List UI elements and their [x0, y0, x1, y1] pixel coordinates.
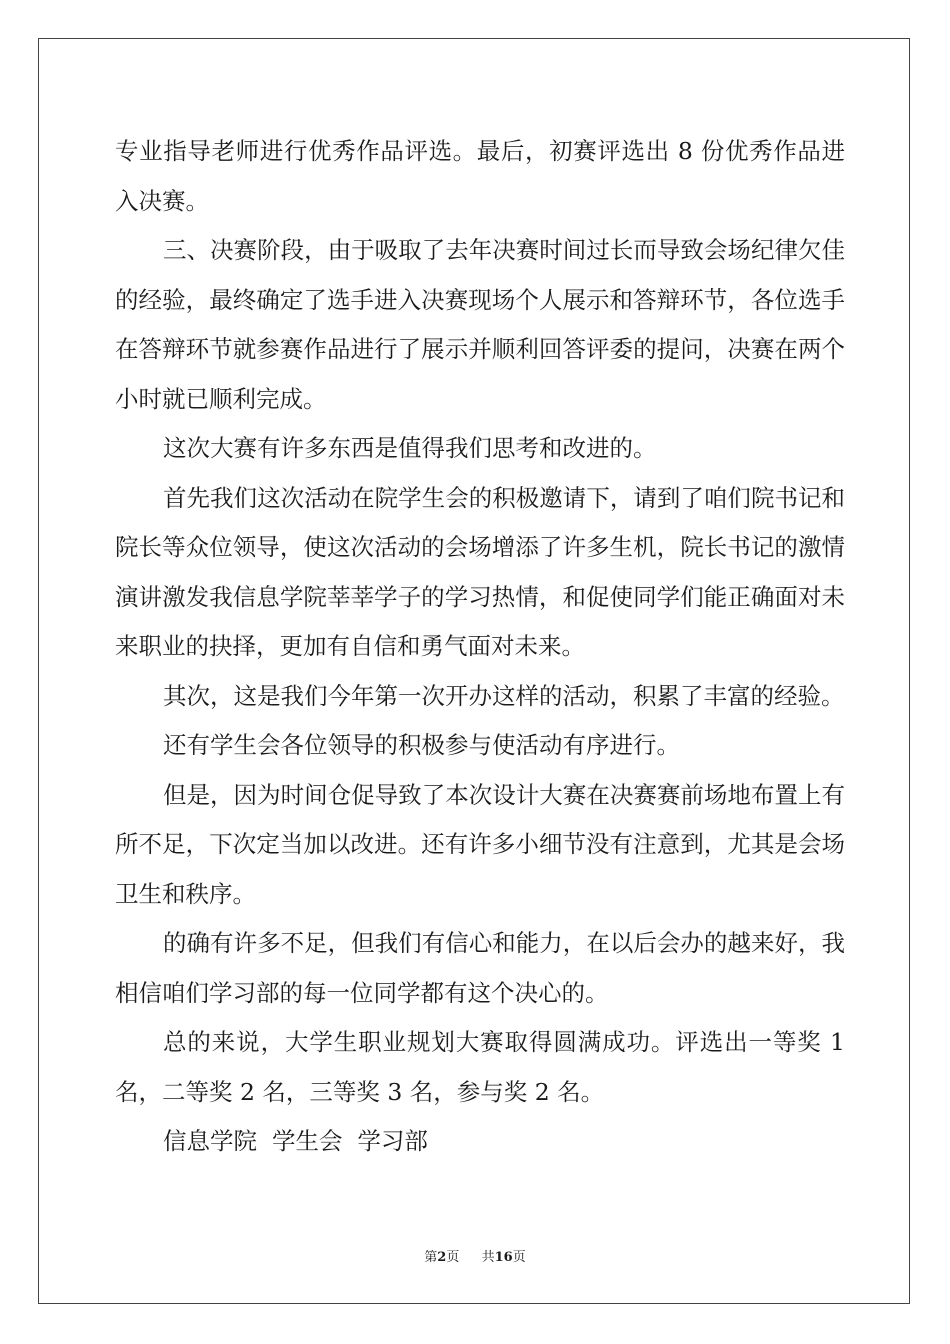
paragraph-7: 但是，因为时间仓促导致了本次设计大赛在决赛赛前场地布置上有所不足，下次定当加以改进。还有许多小细节没有注意到，尤其是会场卫生和秩序。 — [115, 780, 845, 908]
page-footer — [0, 1246, 950, 1265]
paragraph-3: 这次大赛有许多东西是值得我们思考和改进的。 — [163, 434, 657, 462]
document-body — [115, 127, 853, 1167]
paragraph-6: 还有学生会各位领导的积极参与使活动有序进行。 — [163, 731, 680, 759]
page-prefix: 第 — [424, 1250, 438, 1265]
page-suffix: 页 — [446, 1250, 460, 1265]
total-prefix: 共 — [481, 1250, 495, 1265]
total-pages: 16 — [494, 1250, 513, 1265]
total-suffix: 页 — [512, 1250, 526, 1265]
paragraph-1: 专业指导老师进行优秀作品评选。最后，初赛评选出 8 份优秀作品进入决赛。 — [115, 137, 845, 215]
page-number: 2 — [437, 1250, 447, 1265]
paragraph-5: 其次，这是我们今年第一次开办这样的活动，积累了丰富的经验。 — [163, 681, 845, 710]
paragraph-4: 首先我们这次活动在院学生会的积极邀请下，请到了咱们院书记和院长等众位领导，使这次活动的会场增添了许多生机，院长书记的激情演讲激发我信息学院莘莘学子的学习热情，和促使同学们能正确面对未来职业的抉择，更加有自信和勇气面对未来。 — [115, 483, 845, 660]
signature-line: 信息学院 学生会 学习部 — [163, 1127, 428, 1155]
paragraph-2: 三、决赛阶段，由于吸取了去年决赛时间过长而导致会场纪律欠佳的经验，最终确定了选手进入决赛现场个人展示和答辩环节，各位选手在答辩环节就参赛作品进行了展示并顺利回答评委的提问，决赛在两个小时就已顺利完成。 — [115, 236, 845, 413]
paragraph-9: 总的来说，大学生职业规划大赛取得圆满成功。评选出一等奖 1 名，二等奖 2 名，三等奖 3 名，参与奖 2 名。 — [115, 1028, 853, 1106]
paragraph-8: 的确有许多不足，但我们有信心和能力，在以后会办的越来好，我相信咱们学习部的每一位同学都有这个决心的。 — [115, 929, 845, 1007]
